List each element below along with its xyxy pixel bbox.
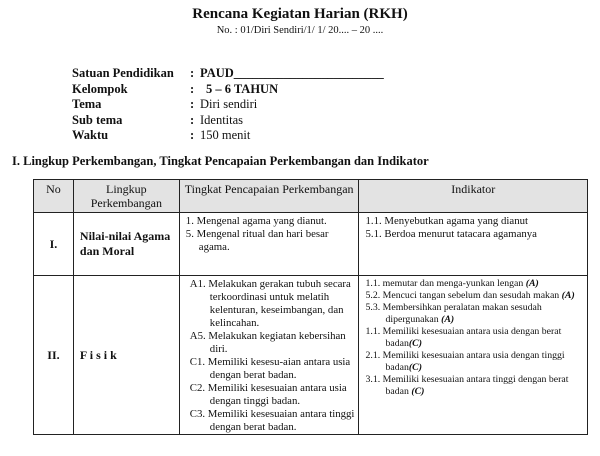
table-row — [34, 213, 588, 276]
list-item: A5. Melakukan kegiatan kebersihan diri. — [189, 330, 346, 355]
list-item: 1.1. Memiliki kesesuaian antara usia dengan berat badan(C) — [365, 326, 562, 349]
header-tingkat: Tingkat Pencapaian Perkembangan — [179, 180, 359, 213]
aspect-code: (A) — [561, 290, 575, 301]
list-item: 5.2. Mencuci tangan sebelum dan sesudah makan (A) — [365, 290, 575, 301]
info-block — [72, 66, 384, 144]
info-label: Sub tema — [72, 112, 123, 127]
document-title: Rencana Kegiatan Harian (RKH) — [192, 6, 408, 22]
header-lingkup: Lingkup Perkembangan — [73, 180, 179, 213]
info-label: Tema — [72, 97, 102, 112]
row-indikator — [359, 213, 588, 276]
info-row-satuan: Satuan Pendidikan : PAUD________________________ — [72, 66, 384, 81]
info-label: Waktu — [72, 128, 109, 143]
list-item: 5. Mengenal ritual dan hari besar agama. — [185, 228, 329, 253]
table-row — [34, 276, 588, 435]
info-row-subtema: Sub tema : Identitas — [72, 112, 244, 127]
aspect-code: (C) — [411, 386, 425, 397]
header-no: No — [34, 180, 74, 213]
aspect-code: (A) — [525, 278, 539, 289]
aspect-code: (C) — [408, 338, 422, 349]
list-item: 3.1. Memiliki kesesuaian antara tinggi dengan berat badan (C) — [365, 374, 569, 397]
list-item: 2.1. Memiliki kesesuaian antara usia dengan tinggi badan(C) — [365, 350, 565, 373]
list-item: 1.1. Menyebutkan agama yang dianut — [365, 215, 528, 227]
info-value: PAUD________________________ — [200, 66, 384, 81]
list-item: 5.3. Membersihkan peralatan makan sesudah dipergunakan (A) — [365, 302, 542, 325]
info-row-tema: Tema : Diri sendiri — [72, 97, 258, 112]
info-row-waktu: Waktu : 150 menit — [72, 128, 251, 143]
info-row-kelompok: Kelompok : 5 – 6 TAHUN — [72, 81, 279, 96]
row-tingkat — [179, 276, 359, 435]
list-item: C2. Memiliki kesesuaian antara usia dengan tinggi badan. — [189, 382, 347, 407]
header-indikator: Indikator — [359, 180, 588, 213]
aspect-code: (C) — [408, 362, 422, 373]
info-value: Diri sendiri — [200, 97, 258, 112]
row-lingkup: Nilai-nilai Agama dan Moral — [73, 213, 179, 276]
list-item: 1.1. memutar dan menga-yunkan lengan (A) — [365, 278, 539, 289]
row-number: II. — [34, 276, 74, 435]
list-item: 1. Mengenal agama yang dianut. — [185, 215, 327, 227]
row-number: I. — [34, 213, 74, 276]
section-heading: I. Lingkup Perkembangan, Tingkat Pencapaian Perkembangan dan Indikator — [12, 154, 429, 168]
aspect-code: (A) — [441, 314, 455, 325]
row-lingkup: F i s i k — [73, 276, 179, 435]
info-label: Kelompok — [72, 81, 128, 96]
document-number: No. : 01/Diri Sendiri/1/ 1/ 20.... – 20 .... — [216, 25, 384, 36]
list-item: C1. Memiliki kesesu-aian antara usia dengan berat badan. — [189, 356, 351, 381]
list-item: 5.1. Berdoa menurut tatacara agamanya — [365, 228, 537, 240]
info-value: 150 menit — [200, 128, 251, 143]
info-value: Identitas — [200, 112, 244, 127]
row-tingkat — [179, 213, 359, 276]
list-item: C3. Memiliki kesesuaian antara tinggi dengan berat badan. — [189, 408, 355, 433]
list-item: A1. Melakukan gerakan tubuh secara terkoordinasi untuk melatih kelenturan, keseimbangan, dan kelincahan. — [189, 278, 351, 329]
table-header-row — [34, 180, 588, 213]
development-table — [33, 179, 588, 435]
info-label: Satuan Pendidikan — [72, 66, 174, 81]
row-indikator — [359, 276, 588, 435]
info-value: 5 – 6 TAHUN — [206, 81, 279, 96]
